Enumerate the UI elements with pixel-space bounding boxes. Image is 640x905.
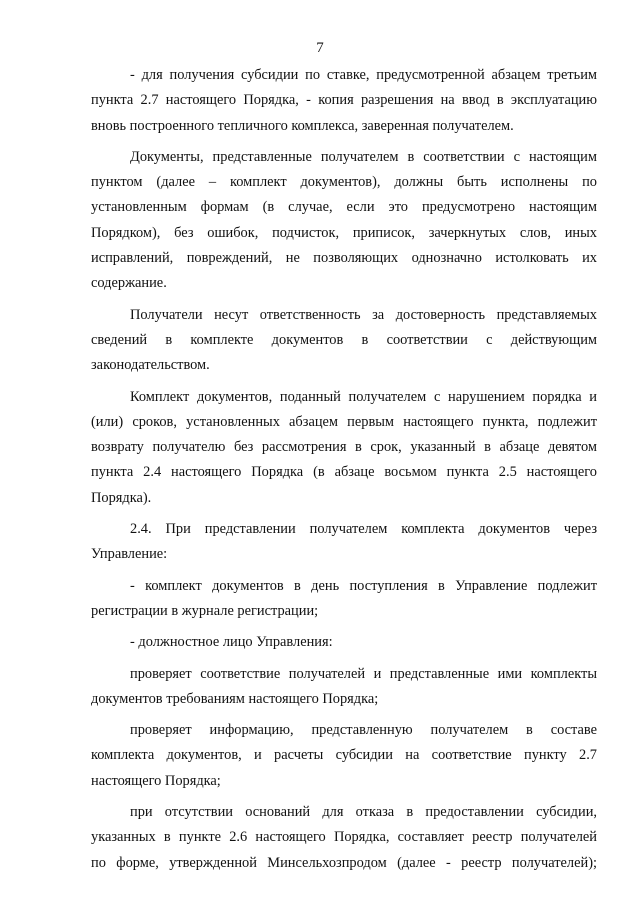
paragraph: [91, 718, 597, 794]
paragraph: [91, 574, 597, 625]
paragraph-line: содержание.: [91, 275, 167, 292]
paragraph-line: Комплект документов, поданный получателем с нарушением порядка и: [130, 388, 597, 405]
paragraph-line: документов требованиям настоящего Порядка;: [91, 690, 379, 707]
paragraph-line: проверяет соответствие получателей и представленные ими комплекты: [130, 665, 597, 682]
paragraph-line: установленным формам (в случае, если это предусмотрено настоящим: [91, 199, 597, 216]
paragraph: [91, 662, 597, 713]
paragraph-line: законодательством.: [91, 357, 210, 374]
paragraph-line: пункта 2.4 настоящего Порядка (в абзаце восьмом пункта 2.5 настоящего: [91, 464, 597, 481]
paragraph-line: указанных в пункте 2.6 настоящего Порядка, составляет реестр получателей: [91, 829, 597, 846]
paragraph-line: сведений в комплекте документов в соответствии с действующим: [91, 331, 597, 348]
paragraph-line: Управление:: [91, 546, 168, 563]
paragraph-line: (или) сроков, установленных абзацем первым настоящего пункта, подлежит: [91, 413, 597, 430]
paragraph-line: вновь построенного тепличного комплекса, заверенная получателем.: [91, 117, 514, 134]
paragraph-line: комплекта документов, и расчеты субсидии на соответствие пункту 2.7: [91, 747, 597, 764]
page-number: 7: [316, 40, 324, 56]
paragraph-line: Получатели несут ответственность за достоверность представляемых: [130, 306, 597, 323]
paragraph: [91, 63, 597, 139]
paragraph-line: регистрации в журнале регистрации;: [91, 602, 319, 619]
paragraph-line: - должностное лицо Управления:: [130, 634, 333, 651]
paragraph-line: Порядка).: [91, 489, 152, 506]
paragraph: [91, 385, 597, 511]
paragraph: [91, 303, 597, 379]
paragraph-line: 2.4. При представлении получателем комплекта документов через: [130, 521, 597, 538]
paragraph: [91, 630, 597, 655]
paragraph-line: пунктом (далее – комплект документов), должны быть исполнены по: [91, 174, 597, 191]
paragraph-line: - комплект документов в день поступления в Управление подлежит: [130, 577, 597, 594]
paragraph-line: возврату получателю без рассмотрения в срок, указанный в абзаце девятом: [91, 439, 597, 456]
paragraph-line: по форме, утвержденной Минсельхозпродом (далее - реестр получателей);: [91, 854, 597, 871]
paragraph-line: настоящего Порядка;: [91, 772, 221, 789]
paragraph-line: пункта 2.7 настоящего Порядка, - копия разрешения на ввод в эксплуатацию: [91, 92, 597, 109]
paragraph-line: исправлений, повреждений, не позволяющих однозначно истолковать их: [91, 250, 597, 267]
paragraph-line: Документы, представленные получателем в соответствии с настоящим: [130, 148, 597, 165]
paragraph-line: - для получения субсидии по ставке, предусмотренной абзацем третьим: [130, 67, 597, 83]
paragraph: [91, 517, 597, 568]
paragraph-line: проверяет информацию, представленную получателем в составе: [130, 722, 597, 739]
document-body: [91, 63, 597, 876]
paragraph: [91, 145, 597, 297]
paragraph-line: Порядком), без ошибок, подчисток, приписок, зачеркнутых слов, иных: [91, 224, 597, 241]
paragraph: [91, 800, 597, 876]
paragraph-line: при отсутствии оснований для отказа в предоставлении субсидии,: [130, 804, 597, 821]
